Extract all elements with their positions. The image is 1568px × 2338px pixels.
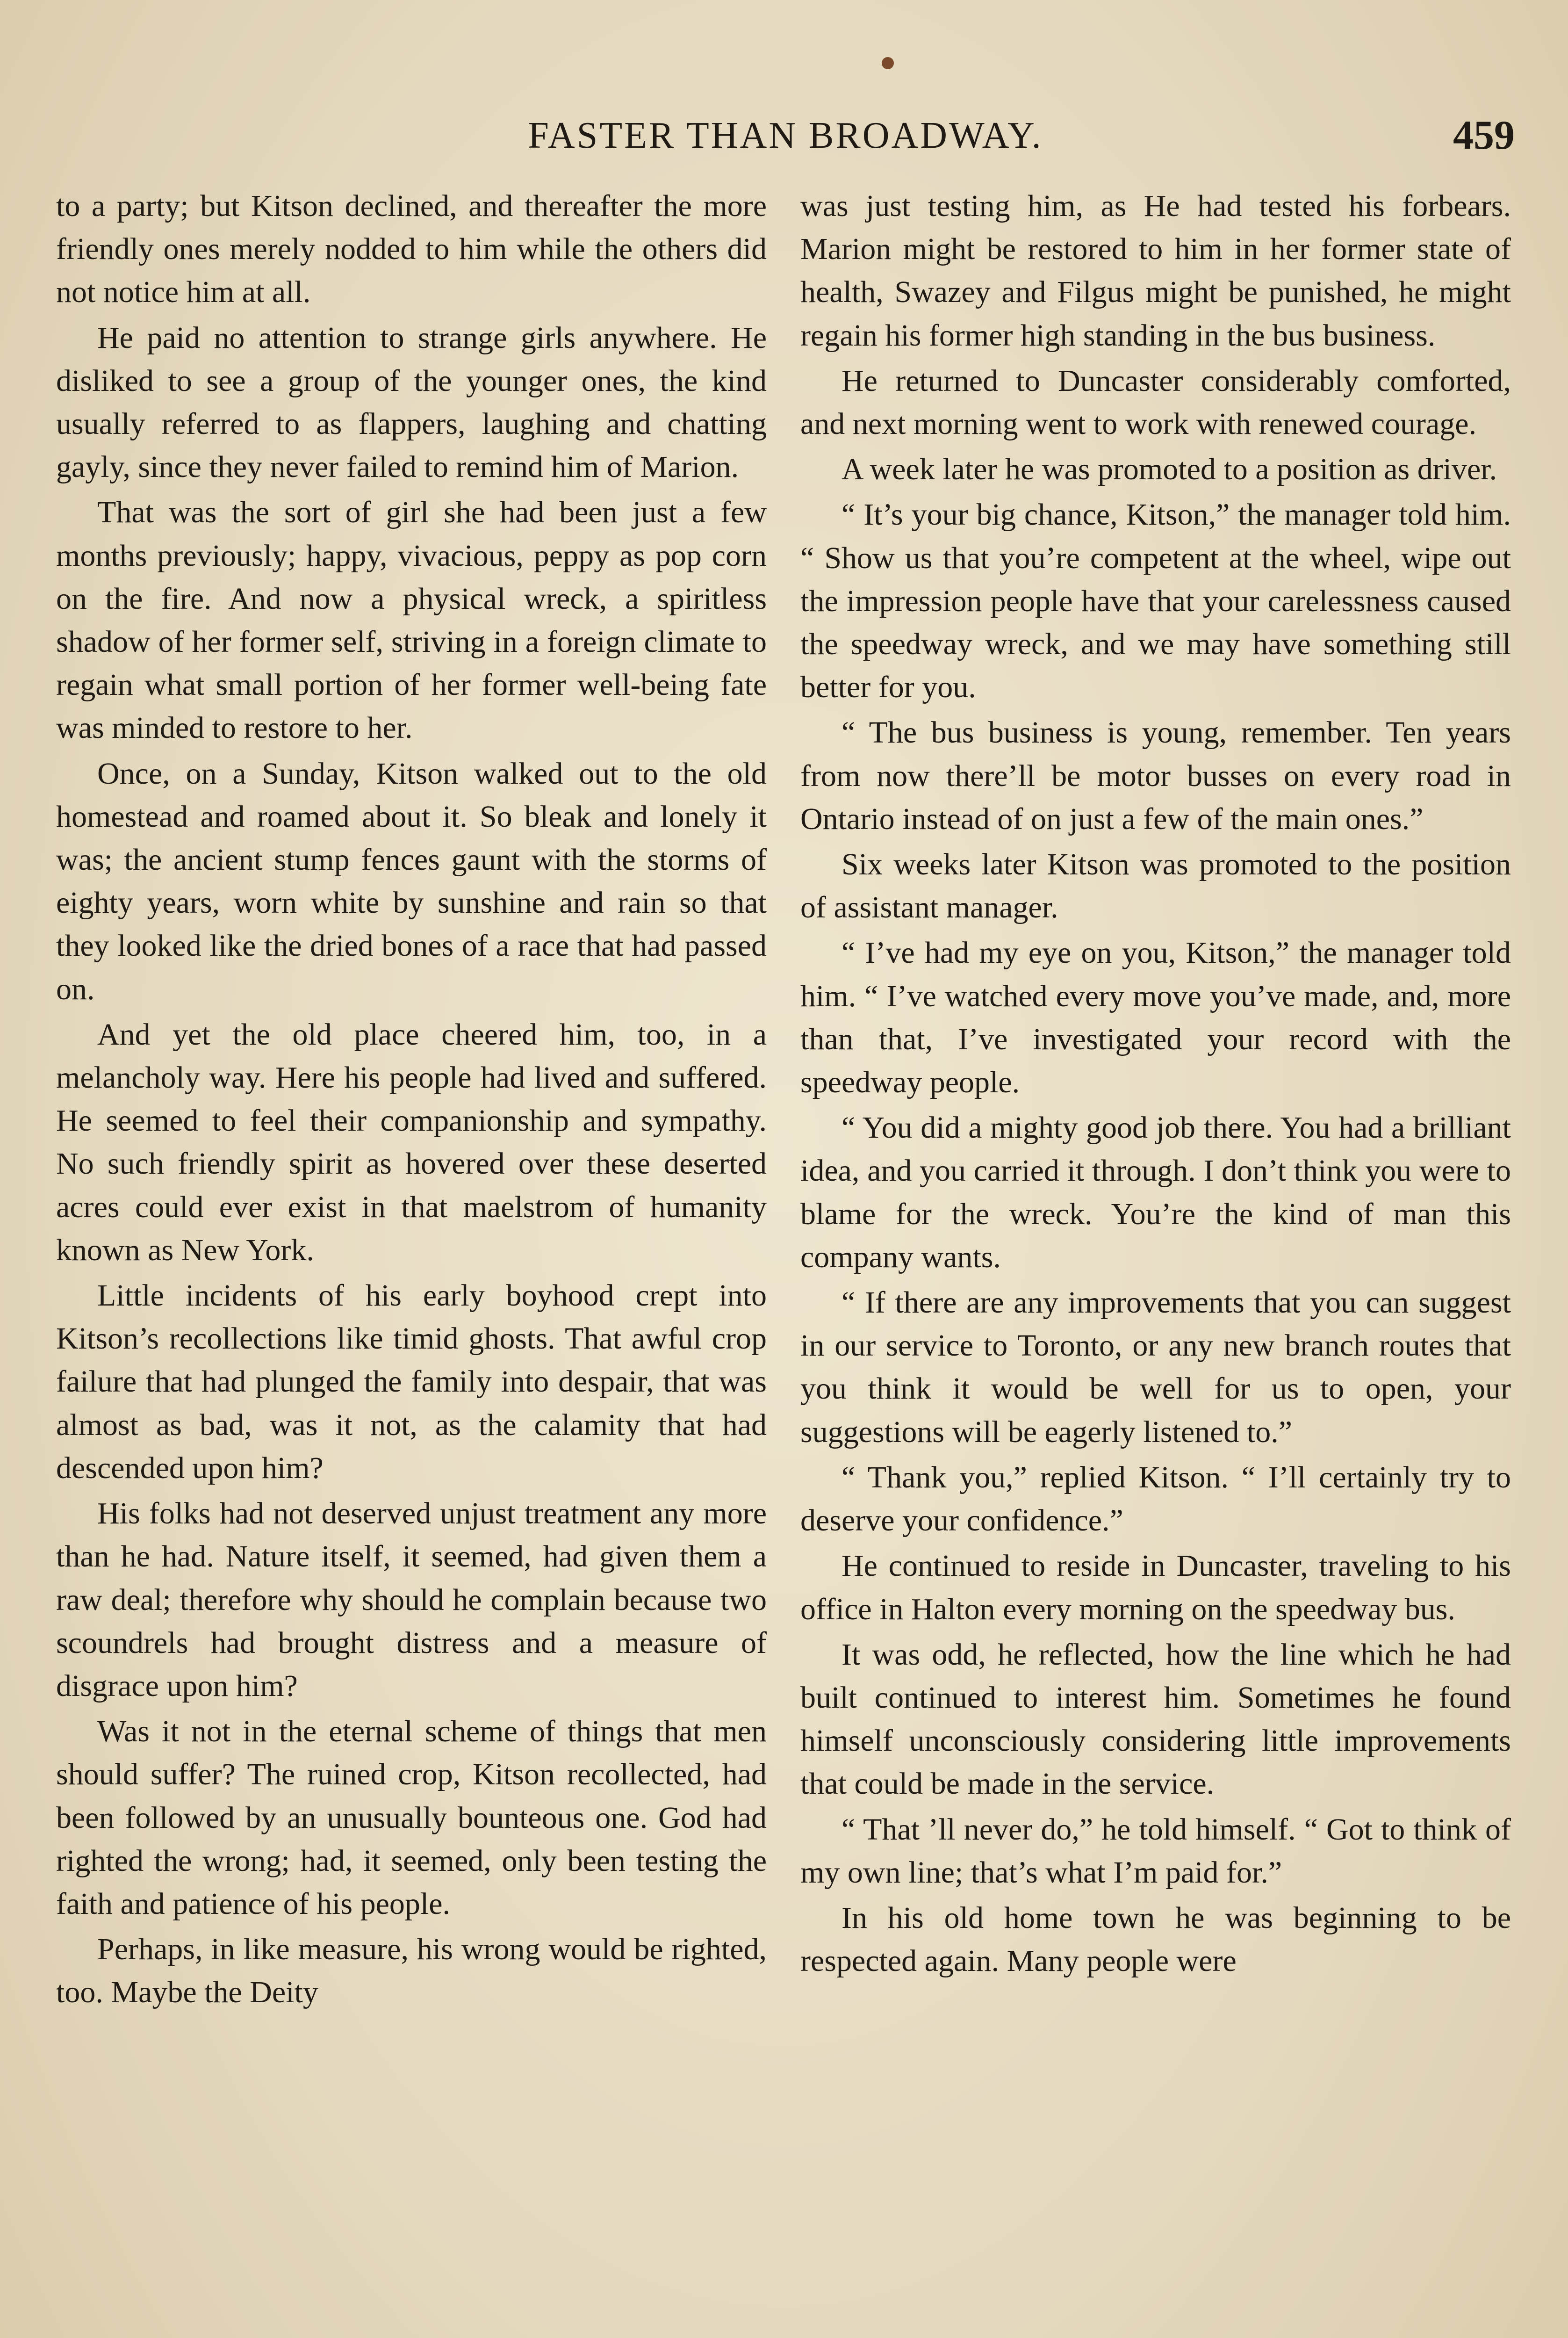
- paragraph: Was it not in the eternal scheme of things that men should suffer? The ruined crop, Kitson recollected, had been followed by an unusually bounteous one. God had righted the wrong; had, it seemed, only been testing the faith and patience of his people.: [56, 1714, 767, 1921]
- paragraph: to a party; but Kitson declined, and thereafter the more friendly ones merely nodded to him while the others did not notice him at all.: [56, 189, 767, 310]
- paragraph: “ It’s your big chance, Kitson,” the manager told him. “ Show us that you’re competent at the wheel, wipe out the impression people have that your carelessness caused the speedway wreck, and we may have something still better for you.: [800, 498, 1511, 705]
- paragraph: He paid no attention to strange girls anywhere. He disliked to see a group of the younger ones, the kind usually referred to as flappers, laughing and chatting gayly, since they never failed to remind him of Marion.: [56, 320, 767, 484]
- page-header: [56, 101, 1515, 171]
- paragraph: His folks had not deserved unjust treatment any more than he had. Nature itself, it seemed, had given them a raw deal; therefore why should he complain because two scoundrels had brought distress and a measure of disgrace upon him?: [56, 1496, 767, 1703]
- paragraph: A week later he was promoted to a position as driver.: [842, 452, 1497, 487]
- paragraph: It was odd, he reflected, how the line which he had built continued to interest him. Sometimes he found himself unconsciously considering little improvements that could be made in the service.: [800, 1637, 1511, 1801]
- paragraph: He continued to reside in Duncaster, traveling to his office in Halton every morning on the speedway bus.: [800, 1549, 1511, 1626]
- ink-spot-ornament: [882, 57, 894, 69]
- paragraph: And yet the old place cheered him, too, in a melancholy way. Here his people had lived and suffered. He seemed to feel their companionship and sympathy. No such friendly spirit as hovered over these deserted acres could ever exist in that maelstrom of humanity known as New York.: [56, 1017, 767, 1267]
- paragraph: “ Thank you,” replied Kitson. “ I’ll certainly try to deserve your confidence.”: [800, 1460, 1511, 1538]
- right-column: [800, 185, 1511, 1985]
- paragraph: “ The bus business is young, remember. Ten years from now there’ll be motor busses on every road in Ontario instead of on just a few of the main ones.”: [800, 715, 1511, 836]
- paragraph: Little incidents of his early boyhood crept into Kitson’s recollections like timid ghosts. That awful crop failure that had plunged the family into despair, that was almost as bad, was it not, as the calamity that had descended upon him?: [56, 1278, 767, 1485]
- paragraph: Perhaps, in like measure, his wrong would be righted, too. Maybe the Deity: [56, 1932, 767, 2010]
- page-number: 459: [1453, 113, 1515, 158]
- paragraph: Once, on a Sunday, Kitson walked out to the old homestead and roamed about it. So bleak and lonely it was; the ancient stump fences gaunt with the storms of eighty years, worn white by sunshine and rain so that they looked like the dried bones of a race that had passed on.: [56, 756, 767, 1006]
- paragraph: “ If there are any improvements that you can suggest in our service to Toronto, or any new branch routes that you think it would be well for us to open, your suggestions will be eagerly listened to.”: [800, 1285, 1511, 1449]
- paragraph: “ I’ve had my eye on you, Kitson,” the manager told him. “ I’ve watched every move you’ve made, and, more than that, I’ve investigated your record with the speedway people.: [800, 936, 1511, 1100]
- paragraph: “ You did a mighty good job there. You had a brilliant idea, and you carried it through. I don’t think you were to blame for the wreck. You’re the kind of man this company wants.: [800, 1111, 1511, 1274]
- running-title: FASTER THAN BROADWAY.: [528, 115, 1043, 156]
- paragraph: Six weeks later Kitson was promoted to the position of assistant manager.: [800, 847, 1511, 925]
- paragraph: In his old home town he was beginning to be respected again. Many people were: [800, 1900, 1511, 1978]
- paragraph: He returned to Duncaster considerably comforted, and next morning went to work with renewed courage.: [800, 363, 1511, 441]
- paragraph: was just testing him, as He had tested his forbears. Marion might be restored to him in her former state of health, Swazey and Filgus might be punished, he might regain his former high standing in the bus business.: [800, 189, 1511, 353]
- paragraph: “ That ’ll never do,” he told himself. “ Got to think of my own line; that’s what I’m paid for.”: [800, 1812, 1511, 1890]
- paragraph: That was the sort of girl she had been just a few months previously; happy, vivacious, peppy as pop corn on the fire. And now a physical wreck, a spiritless shadow of her former self, striving in a foreign climate to regain what small portion of her former well-being fate was minded to restore to her.: [56, 495, 767, 745]
- left-column: [56, 185, 767, 2017]
